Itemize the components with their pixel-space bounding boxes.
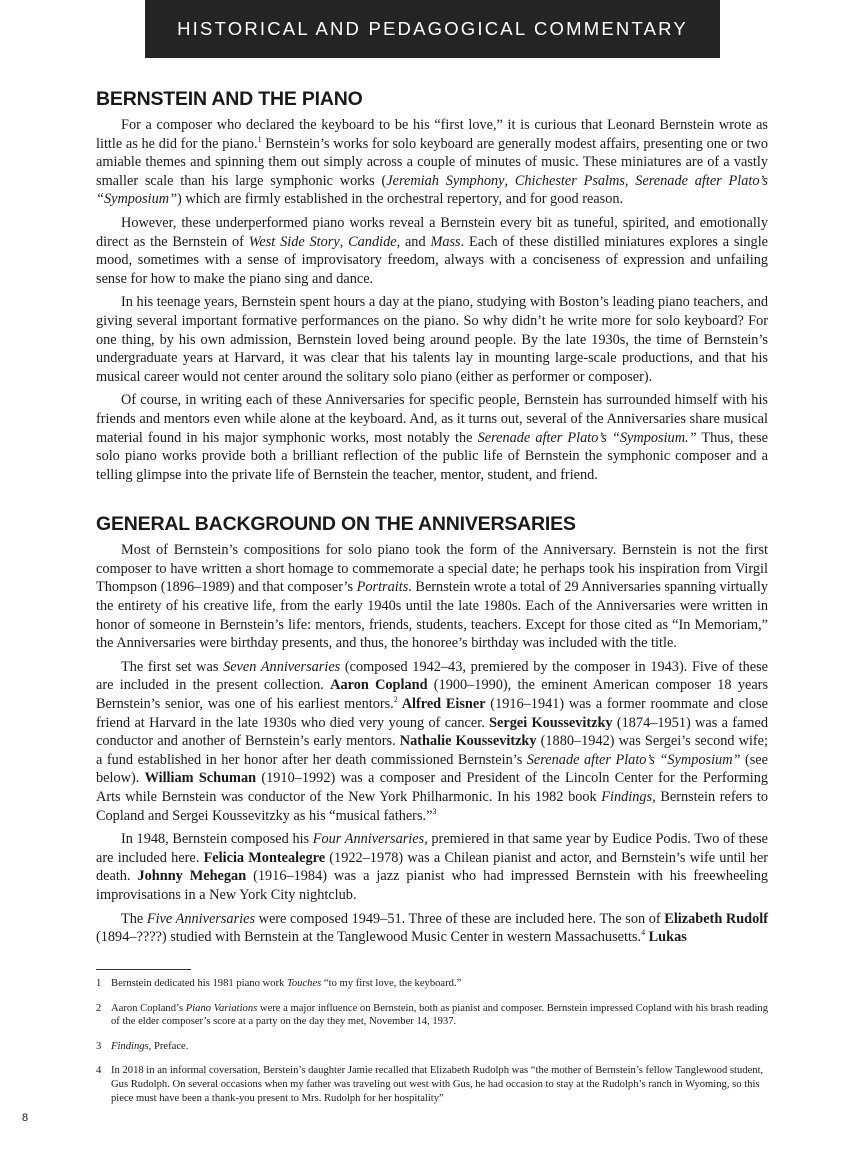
- footnote-ref[interactable]: 3: [432, 806, 437, 816]
- footnote: [96, 1002, 768, 1029]
- paragraph: Most of Bernstein’s compositions for solo piano took the form of the Anniversary. Bernstein is not the first composer to have written a short homage to commemorate a special date; he perhaps took his inspiration from Virgil Thompson (1896–1989) and that composer’s Portraits. Bernstein wrote a total of 29 Anniversaries spanning virtually the entirety of his creative life, from the early 1940s until the late 1980s. Each of the Anniversaries were written in honor of someone in Bernstein’s life: mentors, friends, students, teachers. Except for those cited as “In Memoriam,” the Anniversaries were birthday presents, and thus, the honoree’s birthday was included with the title.: [96, 542, 768, 652]
- footnote-divider: [96, 969, 191, 970]
- section-heading-anniversaries: GENERAL BACKGROUND ON THE ANNIVERSARIES: [96, 513, 576, 536]
- footnote: [96, 1040, 768, 1054]
- footnote-number: 1: [96, 978, 102, 989]
- footnote-text: Bernstein dedicated his 1981 piano work Touches “to my first love, the keyboard.”: [111, 978, 462, 989]
- footnote: [96, 1064, 768, 1105]
- running-header-banner: [145, 0, 720, 58]
- paragraph: However, these underperformed piano works reveal a Bernstein every bit as tuneful, spirited, and emotionally direct as the Bernstein of West Side Story, Candide, and Mass. Each of these distilled miniatures explores a single mood, sometimes with a sense of improvisatory freedom, always with a conciseness of expression and unfailing sense for how to make the piano sing and dance.: [96, 214, 769, 287]
- footnote-number: 2: [96, 1002, 102, 1014]
- paragraph: Of course, in writing each of these Anniversaries for specific people, Bernstein has surrounded himself with his friends and mentors even while alone at the keyboard. And, as it turns out, several of the Anniversaries share musical material found in his major symphonic works, most notably the Serenade after Plato’s “Symposium.” Thus, these solo piano works provide both a brilliant reflection of the public life of Bernstein the symphonic composer and a telling glimpse into the private life of Bernstein the teacher, mentor, student, and friend.: [96, 392, 768, 483]
- paragraph: The first set was Seven Anniversaries (composed 1942–43, premiered by the composer in 1943). Five of these are included in the present collection. Aaron Copland (1900–1990), the eminent American composer 18 years Bernstein’s senior, was one of his earliest mentors.$^2$ Alfred Eisner (1916–1941) was a former roommate and close friend at Harvard in the late 1930s who died very young of cancer. Sergei Koussevitzky (1874–1951) was a famed conductor and another of Bernstein’s early mentors. Nathalie Koussevitzky (1880–1942) was Sergei’s second wife; a fund established in her honor after her death commissioned Bernstein’s Serenade after Plato’s “Symposium” (see below). William Schuman (1910–1992) was a composer and President of the Lincoln Center for the Performing Arts while Bernstein was conductor of the New York Philharmonic. In his 1982 book Findings, Bernstein refers to Copland and Sergei Koussevitzky as his “musical fathers.”$^3$: [96, 658, 769, 824]
- footnote-text: Aaron Copland’s Piano Variations were a major influence on Bernstein, both as pianist and composer. Bernstein impressed Copland with his brash reading of the elder composer’s score at a party on the day they met, November 14, 1937.: [111, 1002, 768, 1028]
- footnote-ref[interactable]: 1: [257, 134, 262, 144]
- main-content: [96, 88, 768, 952]
- running-header-text: HISTORICAL AND PEDAGOGICAL COMMENTARY: [177, 18, 688, 39]
- paragraph: For a composer who declared the keyboard to be his “first love,” it is curious that Leonard Bernstein wrote as little as he did for the piano.$^1$ Bernstein’s works for solo keyboard are generally modest affairs, presenting one or two amiable themes and spinning them out simply across a couple of minutes of music. These miniatures are of a vastly smaller scale than his large symphonic works (Jeremiah Symphony, Chichester Psalms, Serenade after Plato’s “Symposium”) which are firmly established in the orchestral repertory, and for good reason.: [96, 117, 768, 208]
- footnote-number: 4: [96, 1065, 102, 1077]
- footnote-text: In 2018 in an informal coversation, Berstein’s daughter Jamie recalled that Elizabeth Rudolph was “the mother of Bernstein’s fellow Tanglewood student, Gus Rudolph. On several occasions when my father was traveling out west with Gus, he had occasion to stay at the Rudolph’s ranch in Wyoming, so this piece must have been a thank-you present to Mrs. Rudolph for her hospitality”: [111, 1065, 764, 1104]
- footnote-ref[interactable]: 4: [641, 928, 646, 938]
- paragraph: In his teenage years, Bernstein spent hours a day at the piano, studying with Boston’s leading piano teachers, and giving several important formative performances on the piano. So why didn’t he write more for solo keyboard? For one thing, by his own admission, Bernstein loved being around people. By the late 1930s, the time of Bernstein’s undergraduate years at Harvard, it was clear that his talents lay in mounting large-scale productions, and that his musical career would not center around the solitary solo piano (either as performer or composer).: [96, 294, 768, 385]
- footnote-number: 3: [96, 1040, 102, 1052]
- section-heading-piano: BERNSTEIN AND THE PIANO: [96, 88, 363, 110]
- paragraph: The Five Anniversaries were composed 1949–51. Three of these are included here. The son of Elizabeth Rudolf (1894–????) studied with Bernstein at the Tanglewood Music Center in western Massachusetts.$^4$ Lukas: [96, 910, 768, 946]
- footnote: [96, 977, 768, 991]
- footnote-text: Findings, Preface.: [111, 1040, 189, 1052]
- page-number: 8: [22, 1112, 29, 1124]
- footnote-ref[interactable]: 2: [393, 695, 398, 705]
- paragraph: In 1948, Bernstein composed his Four Anniversaries, premiered in that same year by Eudice Podis. Two of these are included here. Felicia Montealegre (1922–1978) was a Chilean pianist and actor, and Bernstein’s wife until her death. Johnny Mehegan (1916–1984) was a jazz pianist who had impressed Bernstein with his freewheeling improvisations in a New York City nightclub.: [96, 831, 768, 903]
- footnotes: [96, 977, 768, 1116]
